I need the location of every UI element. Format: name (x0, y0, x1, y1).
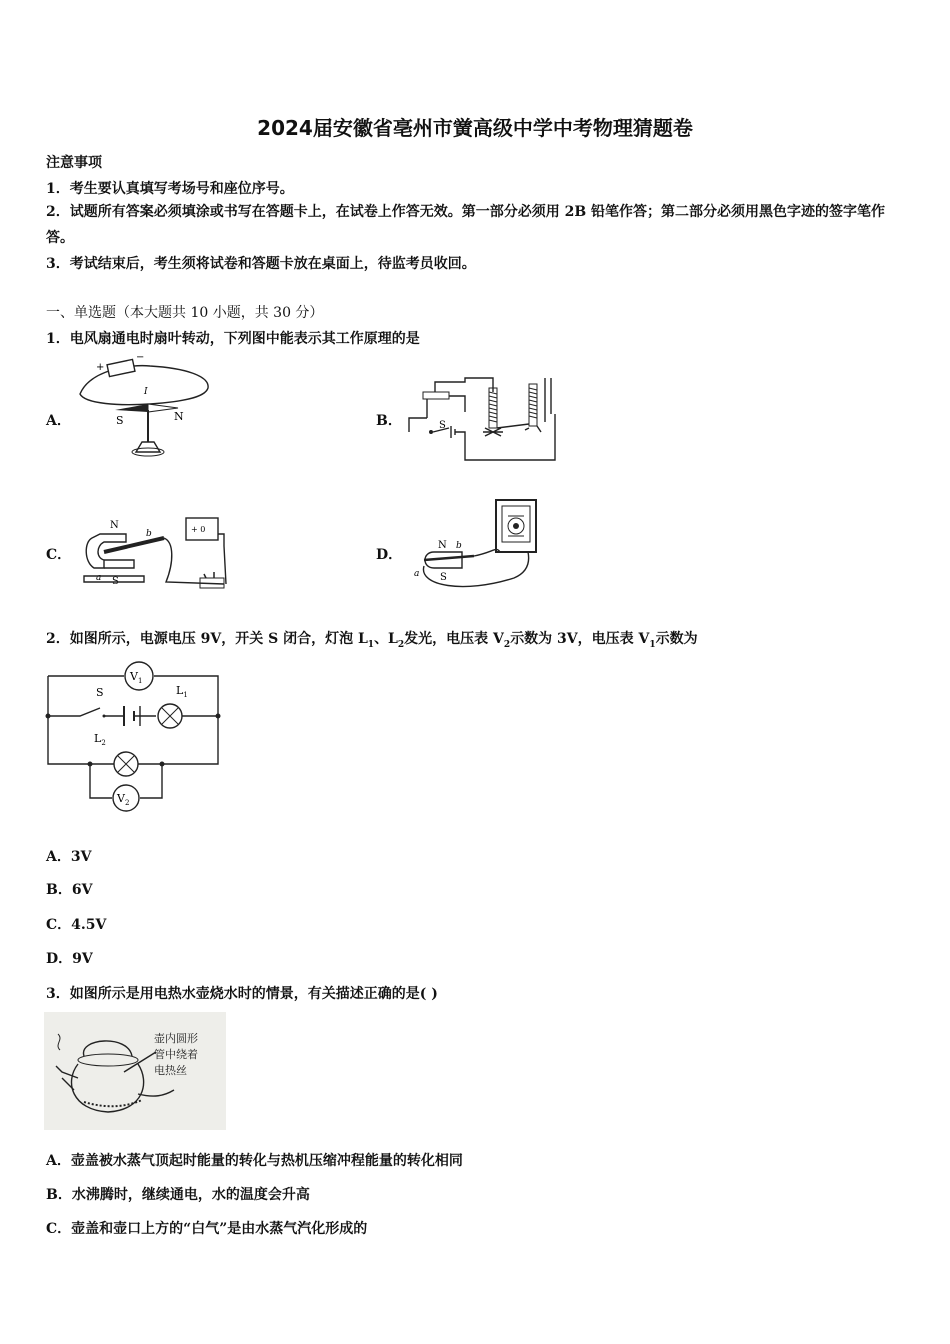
fig-d-n: N (438, 540, 447, 551)
q1-figure-d (404, 496, 554, 596)
q1-option-a-label: A． (46, 413, 71, 429)
fig-c-b: b (146, 529, 152, 539)
q2-switch-label: S (96, 686, 104, 699)
q2-stem: 2．如图所示，电源电压 9V，开关 S 闭合，灯泡 $L_1$、$L_2$发光，电压表 $V_2$示数为 3V，电压表 $V_1$示数为 (46, 631, 698, 650)
fig-d-a: a (414, 569, 420, 579)
fig-a-minus: − (136, 352, 145, 363)
fig-c-n: N (110, 520, 119, 531)
q3-kettle-figure (44, 1012, 226, 1130)
q2-option-b: B．6V (46, 882, 93, 898)
q3-option-b: B．水沸腾时，继续通电，水的温度会升高 (46, 1187, 310, 1203)
notice-item-1: 1．考生要认真填写考场号和座位序号。 (46, 181, 294, 197)
fig-a-s: S (116, 414, 124, 427)
q2-l1-label: $L_1$ (176, 684, 188, 699)
q1-option-d-label: D． (376, 547, 403, 563)
q3-option-c: C．壶盖和壶口上方的“白气”是由水蒸气汽化形成的 (46, 1221, 368, 1237)
q3-option-a: A．壶盖被水蒸气顶起时能量的转化与热机压缩冲程能量的转化相同 (46, 1153, 463, 1169)
q2-v2-label: $V_2$ (117, 792, 130, 807)
fig-c-a: a (96, 573, 102, 583)
fig-d-b: b (456, 541, 462, 551)
notice-item-3: 3．考试结束后，考生须将试卷和答题卡放在桌面上，待监考员收回。 (46, 256, 476, 272)
q1-figure-a (70, 352, 220, 462)
svg-text:+ 0: + 0 (191, 525, 206, 534)
q1-option-b-label: B． (376, 413, 402, 429)
q3-caption-line-1: 壶内圆形 (154, 1032, 198, 1045)
q3-caption-line-2: 管中绕着 (154, 1048, 198, 1061)
notice-item-2: 2．试题所有答案必须填涂或书写在答题卡上，在试卷上作答无效。第一部分必须用 2B 铅笔作答；第二部分必须用黑色字迹的签字笔作答。 (46, 204, 886, 246)
notice-heading: 注意事项 (46, 155, 102, 171)
q1-option-c-label: C． (46, 547, 72, 563)
fig-c-s: S (112, 576, 119, 587)
q1-figure-b (405, 374, 560, 464)
q1-stem: 1．电风扇通电时扇叶转动，下列图中能表示其工作原理的是 (46, 331, 420, 347)
fig-a-current: I (144, 387, 148, 397)
q2-option-c: C．4.5V (46, 917, 107, 933)
q2-v1-label: $V_1$ (130, 670, 143, 685)
q2-l2-label: $L_2$ (94, 732, 106, 747)
exam-title: 2024届安徽省亳州市黉高级中学中考物理猜题卷 (257, 116, 693, 140)
q2-option-d: D．9V (46, 951, 93, 967)
fig-a-plus: + (96, 362, 105, 373)
q3-stem: 3．如图所示是用电热水壶烧水时的情景，有关描述正确的是( ) (46, 986, 438, 1002)
fig-a-n: N (174, 410, 184, 423)
fig-d-s: S (440, 572, 447, 583)
q3-caption-line-3: 电热丝 (154, 1064, 187, 1077)
q2-option-a: A．3V (46, 849, 92, 865)
q2-circuit-figure (44, 656, 229, 816)
section-heading: 一、单选题（本大题共 10 小题，共 30 分） (46, 305, 324, 321)
q1-figure-c (74, 512, 254, 602)
fig-b-s: S (439, 420, 446, 431)
